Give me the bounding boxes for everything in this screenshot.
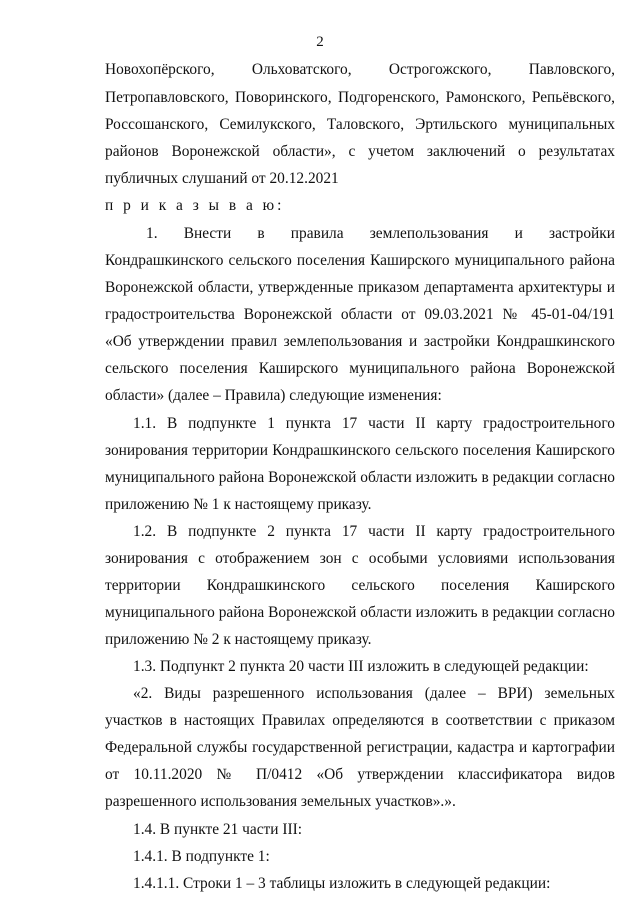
text-line-prikazyvayu: п р и к а з ы в а ю:	[105, 197, 285, 214]
text-line: от 10.11.2020 № П/0412 «Об утверждении классификатора видов	[105, 766, 615, 783]
text-line: территории Кондрашкинского сельского поселения Каширского	[105, 577, 615, 594]
text-line: Новохопёрского, Ольховатского, Острогожского, Павловского,	[105, 61, 615, 78]
text-line: 1.3. Подпункт 2 пункта 20 части III изложить в следующей редакции:	[133, 658, 589, 675]
page-number: 2	[316, 34, 324, 50]
text-line: Федеральной службы государственной регистрации, кадастра и картографии	[105, 739, 615, 756]
text-line: приложению № 2 к настоящему приказу.	[105, 631, 372, 648]
text-line: муниципального района Воронежской области изложить в редакции согласно	[105, 469, 615, 486]
text-line: «Об утверждении правил землепользования и застройки Кондрашкинского	[105, 333, 615, 350]
text-line: 1. Внести в правила землепользования и застройки	[146, 225, 615, 242]
text-line: Россошанского, Семилукского, Таловского, Эртильского муниципальных	[105, 116, 615, 133]
text-line: «2. Виды разрешенного использования (далее – ВРИ) земельных	[133, 685, 615, 702]
text-line: зонирования с отображением зон с особыми условиями использования	[105, 550, 615, 567]
text-line: Кондрашкинского сельского поселения Каширского муниципального района	[105, 252, 615, 269]
text-line: области» (далее – Правила) следующие изменения:	[105, 387, 442, 404]
text-line: 1.4. В пункте 21 части III:	[133, 821, 302, 838]
text-line: зонирования территории Кондрашкинского сельского поселения Каширского	[105, 442, 615, 459]
text-line: градостроительства Воронежской области от 09.03.2021 № 45-01-04/191	[105, 306, 615, 323]
text-line: Петропавловского, Поворинского, Подгоренского, Рамонского, Репьёвского,	[105, 89, 615, 106]
text-line: Воронежской области, утвержденные приказом департамента архитектуры и	[105, 279, 615, 296]
text-line: приложению № 1 к настоящему приказу.	[105, 496, 372, 513]
text-line: муниципального района Воронежской области изложить в редакции согласно	[105, 604, 615, 621]
text-line: 1.4.1. В подпункте 1:	[133, 848, 270, 865]
text-line: 1.4.1.1. Строки 1 – 3 таблицы изложить в следующей редакции:	[133, 875, 551, 892]
text-line: разрешенного использования земельных участков».».	[105, 793, 456, 810]
text-line: 1.2. В подпункте 2 пункта 17 части II карту градостроительного	[133, 523, 615, 540]
text-line: участков в настоящих Правилах определяются в соответствии с приказом	[105, 712, 615, 729]
text-line: сельского поселения Каширского муниципального района Воронежской	[105, 360, 615, 377]
text-line: районов Воронежской области», с учетом заключений о результатах	[105, 143, 615, 160]
text-line: публичных слушаний от 20.12.2021	[105, 170, 339, 187]
text-line: 1.1. В подпункте 1 пункта 17 части II карту градостроительного	[133, 415, 615, 432]
